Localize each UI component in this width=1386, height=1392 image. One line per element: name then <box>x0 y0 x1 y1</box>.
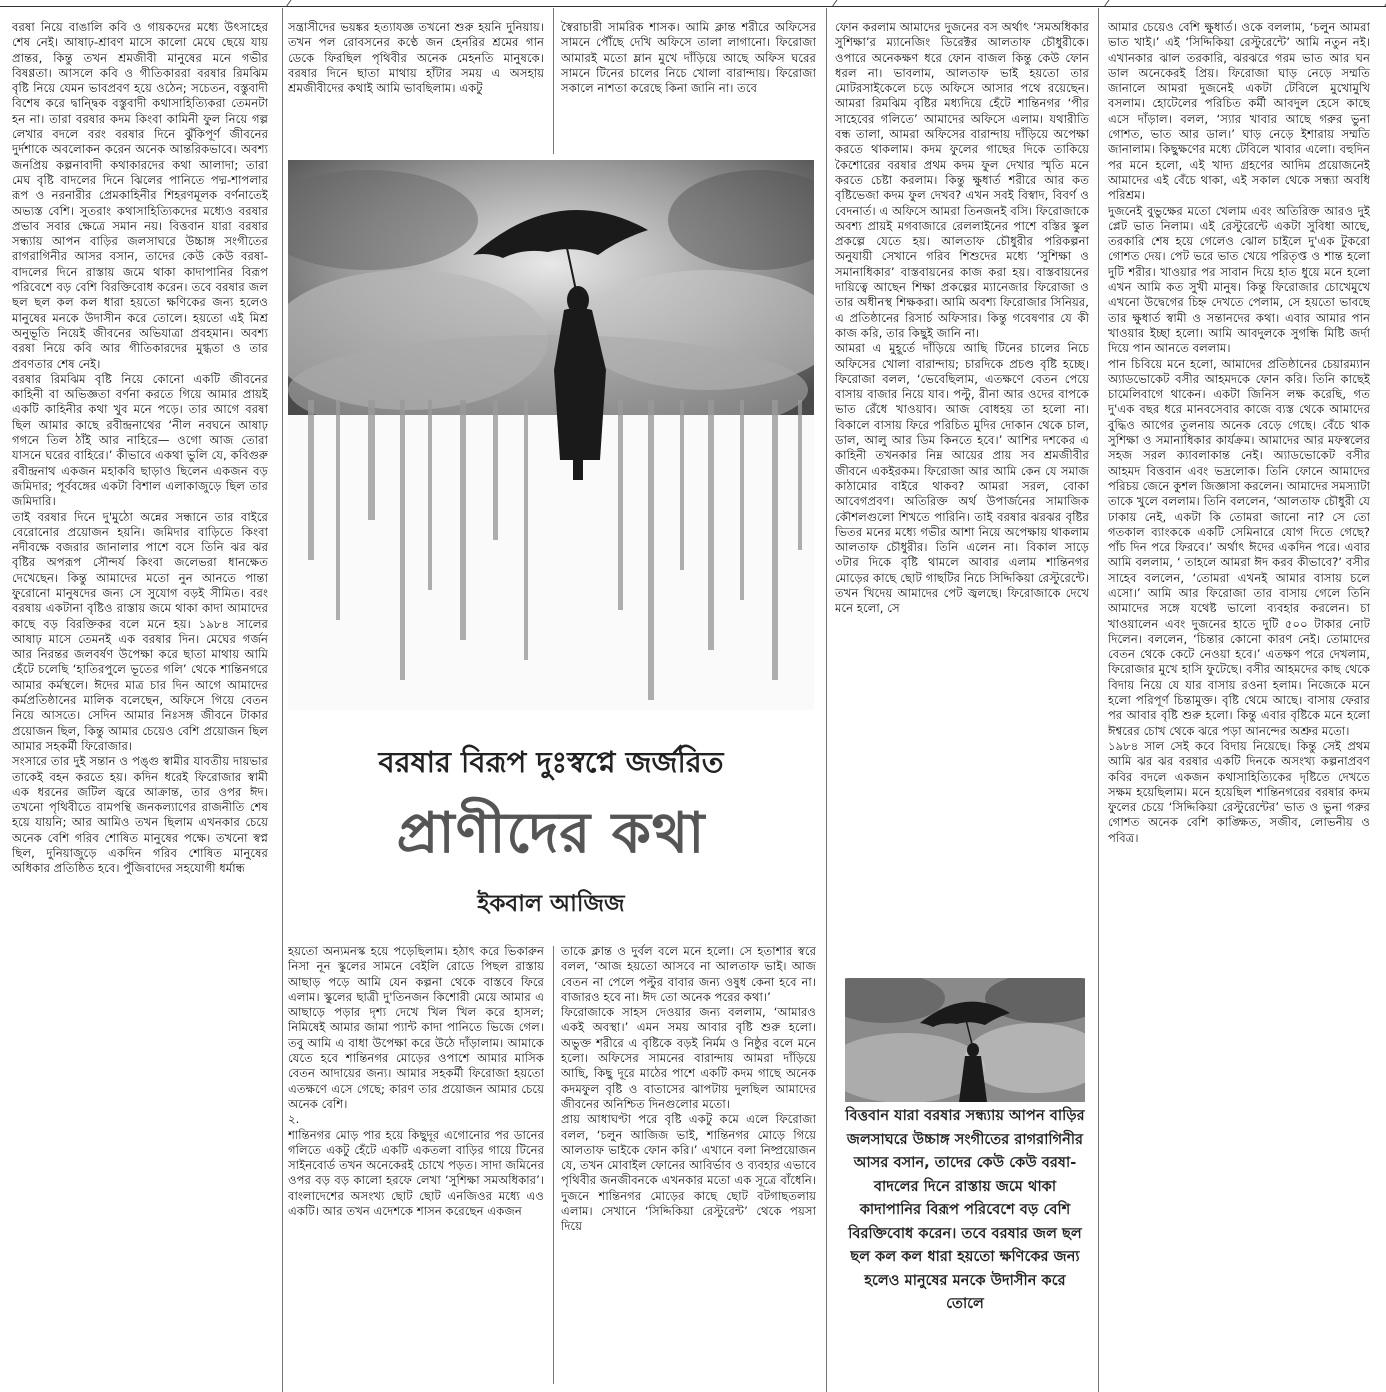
paragraph: আমার চেয়েও বেশি ক্ষুধার্ত। ওকে বললাম, ‘চলুন আমরা ভাত খাই।’ এই ‘সিদ্দিকিয়া রেস্টুরেন্টে’ আমি নতুন নই। এখানকার ঝাল তরকারি, ঝরঝরে গরম ভাত আর ঘন ডাল অনেকেরই প্রিয়। ফিরোজা ঘাড় নেড়ে সম্মতি জানালে আমরা দুজনেই একটা টেবিলে মুখোমুখি বসলাম। হোটেলের পরিচিত কর্মী আবদুল হেসে কাছে এসে দাঁড়াল। বলল, ‘স্যার খাবার আছে গরুর ভুনা গোশত, ভাত আর ডাল।’ ঘাড় নেড়ে ইশারায় সম্মতি জানালাম। কিছুক্ষণের মধ্যে টেবিলে খাবার এলো। বহুদিন পর মনে হলো, এই খাদ্য গ্রহণের আদিম প্রয়োজনেই আমাদের এই বেঁচে থাকা, এই সকাল থেকে সন্ধ্যা অবধি পরিশ্রম। <box>1108 20 1370 203</box>
headline-block <box>288 710 814 942</box>
column-divider <box>1098 8 1099 1392</box>
paragraph: প্রায় আধাঘণ্টা পরে বৃষ্টি একটু কমে এলে ফিরোজা বলল, ‘চলুন আজিজ ভাই, শান্তিনগর মোড়ে গিয়ে আলতাফ ভাইকে ফোন করি।’ এখানে বলা নিষ্প্রয়োজন যে, তখন মোবাইল ফোনের আবির্ভাব ও ব্যবহার এভাবে পৃথিবীর জনজীবনকে এখনকার মতো এক সূত্রে বাঁধেনি। দুজনে শান্তিনগর মোড়ের কাছে ছোট বটগাছতলায় এলাম। সেখানে ‘সিদ্দিকিয়া রেস্টুরেন্ট’ থেকে পয়সা দিয়ে <box>561 1112 816 1234</box>
column-divider <box>553 946 554 1384</box>
paragraph: তাকে ক্লান্ত ও দুর্বল বলে মনে হলো। সে হতাশার স্বরে বলল, ‘আজ হয়তো আসবে না আলতাফ ভাই। আজ বেতন না পেলে পল্টুর বাবার জন্য ওষুধ কেনা হবে না। বাজারও হবে না। ঈদ তো অনেক পরের কথা।’ <box>561 944 816 1004</box>
paragraph: শান্তিনগর মোড় পার হয়ে কিছুদূর এগোনোর পর ডানের গলিতে একটু হেঁটে একটি একতলা বাড়ির গায়ে টিনের সাইনবোর্ড তখন অনেকেরই চোখে পড়ত। সাদা জমিনের ওপর বড় বড় কালো হরফে লেখা ‘সুশিক্ষা সমঅধিকার’। বাংলাদেশের অসংখ্য ছোট ছোট এনজিওর মধ্যে এও একটি। আর তখন এদেশকে শাসন করেছেন একজন <box>288 1127 544 1219</box>
article-title: প্রাণীদের কথা <box>396 800 706 866</box>
paragraph: তাই বরষার দিনে দু'মুঠো অন্নের সন্ধানে তার বাইরে বেরোনোর প্রয়োজন হয়নি। জমিদার বাড়িতে কিংবা নদীবক্ষে বজরার জানালার পাশে বসে তিনি ঝর ঝর বৃষ্টির অপরূপ সৌন্দর্য কিংবা জলেভরা ধানক্ষেত দেখেছেন। কিন্তু আমাদের মতো নুন আনতে পান্তা ফুরোনো মানুষদের জন্য সে সুযোগ বড়ই সীমিত। বরং বরষায় একটানা বৃষ্টিও রাস্তায় জমে থাকা কাদা আমাদের কাছে বড় বিরক্তিকর বলে মনে হয়। ১৯৮৪ সালের আষাঢ় মাসে তেমনই এক বরষার দিন। মেঘের গর্জন আর নিরন্তর জলবর্ষণ উপেক্ষা করে ছাতা মাথায় আমি হেঁটে চলেছি ‘হাতিরপুলে ভূতের গলি’ থেকে শান্তিনগরে আমার কর্মস্থলে। ঈদের মাত্র চার দিন আগে আমাদের কর্মপ্রতিষ্ঠানের মালিক বলেছেন, অফিসে গিয়ে বেতন নিয়ে আসতে। সেদিন আমার নিঃসঙ্গ জীবনে টাকার প্রয়োজন ছিল, কিন্তু আমার চেয়েও বেশি প্রয়োজন ছিল আমার সহকর্মী ফিরোজার। <box>12 509 268 753</box>
paragraph: বরষার রিমঝিম বৃষ্টি নিয়ে কোনো একটি জীবনের কাহিনী বা অভিজ্ঞতা বর্ণনা করতে গিয়ে আমার প্রায়ই একটি কাহিনীর কথা খুব মনে পড়ে। তার আগে বরষা ছিল আমার কাছে রবীন্দ্রনাথের ‘নীল নবঘনে আষাঢ় গগনে তিল ঠাঁই আর নাহিরে— ওগো আজ তোরা যাসনে ঘরের বাহিরে।’ কীভাবে একথা ভুলি যে, কবিগুরু রবীন্দ্রনাথ একজন মহাকবি ছাড়াও ছিলেন একজন বড় জমিদার; পূর্ববঙ্গের একটা বিশাল এলাকাজুড়ে ছিল তার জমিদারি। <box>12 371 268 509</box>
column-5 <box>1108 20 1370 1388</box>
paragraph: আমরা এ মুহূর্তে দাঁড়িয়ে আছি টিনের চালের নিচে অফিসের খোলা বারান্দায়; চারদিকে প্রচণ্ড বৃষ্টি হচ্ছে। ফিরোজা বলল, ‘ভেবেছিলাম, এতক্ষণে বেতন পেয়ে বাসায় বাজার নিয়ে যাব। পল্টু, রীনা আর ওদের বাপকে ভাত রেঁধে খাওয়াব। আজ বোধহয় তা হলো না। বিকালে বাসায় ফিরে পরিচিত মুদির দোকান থেকে চাল, ডাল, আলু আর ডিম কিনতে হবে।’ আশির দশকের এ কাহিনী তখনকার নিম্ন আয়ের প্রায় সব শ্রমজীবীর জীবনে একইরকম। ফিরোজা আর আমি কেন যে সমাজ কাঠামোর বাইরে থাকব? আমরা সরল, বোকা আবেগপ্রবণ। অতিরিক্ত অর্থ উপার্জনের সামাজিক কৌশলগুলো শিখতে পারিনি। তাই বরষার ঝরঝর বৃষ্টির ভিতর মনের মধ্যে গভীর আশা নিয়ে অপেক্ষায় থাকলাম আলতাফ চৌধুরীর। তিনি এলেন না। বিকাল সাড়ে ৩টার দিকে বৃষ্টি থামলে আবার এলাম শান্তিনগর মোড়ের কাছে ছোট গাছটির নিচে সিদ্দিকিয়া রেস্টুরেন্টে। তখন খিদেয় আমাদের পেট জ্বলছে। ফিরোজাকে দেখে মনে হলো, সে <box>835 341 1089 616</box>
umbrella-thumbnail <box>845 978 1085 1102</box>
paragraph: ফোন করলাম আমাদের দুজনের বস অর্থাৎ ‘সমঅধিকার সুশিক্ষা’র ম্যানেজিং ডিরেক্টর আলতাফ চৌধুরীকে। ওপারে অনেকক্ষণ ধরে ফোন বাজল কিন্তু কেউ ফোন ধরল না। ভাবলাম, আলতাফ ভাই হয়তো তার মোটরসাইকেলে চড়ে অফিসে আসার পথে রয়েছেন। আমরা রিমঝিম বৃষ্টির মধ্যদিয়ে হেঁটে শান্তিনগর ‘পীর সাহেবের গলিতে’ আমাদের অফিসে এলাম। যথারীতি বন্ধ তালা, আমরা অফিসের বারান্দায় দাঁড়িয়ে অপেক্ষা করতে থাকলাম। কদম ফুলের গাছের দিকে তাকিয়ে কৈশোরের বরষার প্রথম কদম ফুল দেখার স্মৃতি মনে করতে চেষ্টা করলাম। কিন্তু ক্ষুধার্ত শরীরে আর কত বৃষ্টিভেজা কদম ফুল দেখব? এখন সবই বিস্বাদ, বিবর্ণ ও বেদনার্ত। এ অফিসে আমরা তিনজনই বসি। ফিরোজাকে অবশ্য প্রায়ই মগবাজারে রেললাইনের পাশে বস্তির স্কুল প্রকল্পে যেতে হয়। আলতাফ চৌধুরীর পরিকল্পনা অনুযায়ী সেখানে গরিব শিশুদের মধ্যে ‘সুশিক্ষা ও সমানাধিকার’ বাস্তবায়নের কাজ করা হয়। বাস্তবায়নের দায়িত্বে আছেন শিক্ষা প্রকল্পের ম্যানেজার ফিরোজা ও তার অধীনস্থ শিক্ষকরা। আমি অবশ্য ফিরোজার সিনিয়র, এ প্রতিষ্ঠানের রিসার্চ অফিসার। কিন্তু গবেষণার যে কী কাজ করি, তার কিছুই জানি না। <box>835 20 1089 340</box>
paragraph: সংসারে তার দুই সন্তান ও পঙ্গু স্বামীর যাবতীয় দায়ভার তাকেই বহন করতে হয়। কদিন ধরেই ফিরোজার স্বামী এক ধরনের জটিল জ্বরে আক্রান্ত, তার ওপর ঈদ। তখনো পৃথিবীতে বামপন্থি জনকল্যাণের রাজনীতি শেষ হয়ে যায়নি; আর আমিও তখন ছিলাম এখনকার চেয়ে অনেক বেশি গরিব শোষিত মানুষের পক্ষে। তখনো স্বপ্ন ছিল, দুনিয়াজুড়ে একদিন গরিব শোষিত মানুষের অধিকার প্রতিষ্ঠিত হবে। পুঁজিবাদের সহযোগী ধর্মান্ধ <box>12 754 268 876</box>
column-divider <box>282 8 283 1392</box>
column-1 <box>12 20 268 1388</box>
column-divider <box>826 8 827 1392</box>
paragraph: সন্ত্রাসীদের ভয়ঙ্কর হত্যাযজ্ঞ তখনো শুরু হয়নি দুনিয়ায়। তখন পল রোবসনের কণ্ঠে জন হেনরির শ্রমের গান ডেকে ফিরছিল পৃথিবীর অনেক মেহনতি মানুষকে। বরষার দিনে ছাতা মাথায় হাঁটার সময় এ অসহায় শ্রমজীবীদের কথাই আমি ভাবছিলাম। একটু <box>288 20 544 96</box>
top-rule <box>0 0 1386 8</box>
paragraph: পান চিবিয়ে মনে হলো, আমাদের প্রতিষ্ঠানের চেয়ারম্যান অ্যাডভোকেট বসীর আহমদকে ফোন করি। তিনি কাছেই চামেলিবাগে থাকেন। একটা জিনিস লক্ষ করেছি, গত দু'এক বছর ধরে মানবসেবার কাজে ব্যস্ত থেকে আমাদের বুদ্ধিও আগের তুলনায় অনেক বেড়ে গেছে। বেঁচে থাক সুশিক্ষা ও সমানাধিকার কার্যক্রম। আমাদের আর মফস্বলের সহজ সরল ক্যাবলাকান্ত নেই। অ্যাডভোকেট বসীর আহমদ বিত্তবান এবং ভদ্রলোক। তিনি ফোনে আমাদের পরিচয় জেনে কুশল জিজ্ঞাসা করলেন। আমাদের সমস্যাটা তাকে খুলে বললাম। তিনি বললেন, ‘আলতাফ চৌধুরী যে ঢাকায় নেই, একটা কি তোমরা জানো না? সে তো গতকাল ব্যাংককে একটি সেমিনারে যোগ দিতে গেছে? পাঁচ দিন পরে ফিরবে।’ অর্থাৎ ঈদের একদিন পরে। এবার আমি বললাম, ‘ তাহলে আমরা ঈদ করব কীভাবে?’ বসীর সাহেব বললেন, ‘তোমরা এখনই আমার বাসায় চলে এসো।’ আমি আর ফিরোজা তার বাসায় গেলে তিনি আমাদের সঙ্গে যথেষ্ট ভালো ব্যবহার করলেন। চা খাওয়ালেন এবং দুজনের হাতে দুটি ৫০০ টাকার নোট দিলেন। বললেন, ‘চিন্তার কোনো কারণ নেই। তোমাদের বেতন থেকে কেটে নেওয়া হবে।’ এতক্ষণ পরে দেখলাম, ফিরোজার মুখে হাসি ফুটেছে। বসীর আহমদের কাছ থেকে বিদায় নিয়ে যে যার বাসায় রওনা হলাম। নিজেকে মনে হলো পরিপূর্ণ চিন্তামুক্ত। বৃষ্টি থেমে আছে। বাসায় ফেরার পর আবার বৃষ্টি শুরু হলো। কিন্তু এবার বৃষ্টিকে মনে হলো ঈশ্বরের চোখ থেকে ঝরে পড়া আনন্দের অশ্রুর মতো। <box>1108 356 1370 738</box>
article-byline: ইকবাল আজিজ <box>477 890 625 917</box>
umbrella-illustration <box>288 160 814 710</box>
pull-quote: বিত্তবান যারা বরষার সন্ধ্যায় আপন বাড়ির জলসাঘরে উচ্চাঙ্গ সংগীতের রাগরাগিনীর আসর বসান, তাদের কেউ কেউ বরষা-বাদলের দিনে রাস্তায় জমে থাকা কাদাপানির বিরূপ পরিবেশে বড় বেশি বিরক্তিবোধ করেন। তবে বরষার জল ছল ছল কল কল ধারা হয়তো ক্ষণিকের জন্য হলেও মানুষের মনকে উদাসীন করে তোলে <box>845 1107 1085 1312</box>
paragraph: দুজনেই বুভুক্ষের মতো খেলাম এবং অতিরিক্ত আরও দুই প্লেট ভাত নিলাম। এই রেস্টুরেন্টে একটা সুবিধা আছে, তরকারি শেষ হয়ে গেলেও ঝোল চাইলে দু'এক টুকরো গোশত দেয়। পেট ভরে ভাত খেয়ে পরিতৃপ্ত ও শান্ত হলো দুটি শরীর। খাওয়ার পর সাবান দিয়ে হাত ধুয়ে মনে হলো এখন আমি কত সুখী মানুষ। কিন্তু ফিরোজার চোখেমুখে এখনো উদ্বেগের চিহ্ন দেখতে পেলাম, সে হয়তো ভাবছে তার ক্ষুধার্ত স্বামী ও সন্তানদের কথা। এবার আমার পান খাওয়ার ইচ্ছা হলো। আমি আবদুলকে সুগন্ধি মিষ্টি জর্দা দিয়ে পান আনতে বললাম। <box>1108 203 1370 356</box>
column-4 <box>835 20 1089 960</box>
paragraph: স্বৈরাচারী সামরিক শাসক। আমি ক্লান্ত শরীরে অফিসের সামনে পৌঁছে দেখি অফিসে তালা লাগানো। ফিরোজা আমারই মতো ম্লান মুখে দাঁড়িয়ে আছে অফিস ঘরের সামনে টিনের চালের নিচে খোলা বারান্দায়। ফিরোজা সকালে নাশতা করেছে কিনা জানি না। তবে <box>561 20 816 96</box>
section-number: ২. <box>288 1112 300 1127</box>
paragraph: বরষা নিয়ে বাঙালি কবি ও গায়কদের মধ্যে উৎসাহের শেষ নেই। আষাঢ়-শ্রাবণ মাসে কালো মেঘে ছেয়ে যায় প্রান্তর, কিন্তু তখন শ্রমজীবী মানুষের মনে গভীর বিষণ্ণতা। আসলে কবি ও গীতিকাররা বরষার রিমঝিম বৃষ্টি নিয়ে যেমন ভাবপ্রবণ হয়ে ওঠেন; সচেতন, বস্তুবাদী বিশেষ করে দ্বান্দ্বিক বস্তুবাদী কথাসাহিত্যিকরা তেমনটা হন না। তারা বরষার কদম কিংবা কামিনী ফুল নিয়ে গল্প লেখার বদলে বরং বরষার দিনে ঝুঁকিপূর্ণ জীবনের দুর্দশাকে অবলোকন করেন অনেক আন্তরিকভাবে। অবশ্য জনপ্রিয় কল্পনাবাদী কথাকারদের কথা আলাদা; তারা মেঘ বৃষ্টি বাদলের দিনে ঝিলের পানিতে পদ্ম-শাপলার রূপ ও নরনারীর প্রেমকাহিনীর শিহরণমূলক বর্ণনাতেই অভ্যস্ত বেশি। সুতরাং কথাসাহিত্যিকদের মধ্যেও বরষার প্রভাব সবার ক্ষেত্রে সমান নয়। বিত্তবান যারা বরষার সন্ধ্যায় আপন বাড়ির জলসাঘরে উচ্চাঙ্গ সংগীতের রাগরাগিনীর আসর বসান, তাদের কেউ কেউ বরষা-বাদলের দিনে রাস্তায় জমে থাকা কাদাপানির বিরূপ পরিবেশে বড় বেশি বিরক্তিবোধ করেন। তবে বরষার জল ছল ছল কল কল ধারা হয়তো ক্ষণিকের জন্য হলেও মানুষের মনকে উদাসীন করে তোলে। হয়তো এই মিশ্র অনুভূতি নিয়েই জীবনের অভিযাত্রা প্রবহমান। অবশ্য বরষা নিয়ে কবি আর গীতিকারদের মুগ্ধতা ও তার প্রবণতার শেষ নেই। <box>12 20 268 371</box>
column-2-top <box>288 20 544 146</box>
article-kicker: বরষার বিরূপ দুঃস্বপ্নে জর্জরিত <box>378 745 724 779</box>
paragraph: ১৯৮৪ সাল সেই কবে বিদায় নিয়েছে। কিন্তু সেই প্রথম আমি ঝর ঝর বরষার একটি দিনকে অসংখ্য কল্পনাপ্রবণ কবির বদলে একজন কথাসাহিত্যিকের দৃষ্টিতে দেখতে সক্ষম হয়েছিলাম। মনে হয়েছিল শান্তিনগরের বরষার কদম ফুলের চেয়ে ‘সিদ্দিকিয়া রেস্টুরেন্টের’ ভাত ও ভুনা গরুর গোশত অনেক বেশি কাঙ্ক্ষিত, সজীব, লোভনীয় ও পবিত্র। <box>1108 738 1370 845</box>
paragraph: ফিরোজাকে সাহস দেওয়ার জন্য বললাম, ‘আমারও একই অবস্থা।’ এমন সময় আবার বৃষ্টি শুরু হলো। অভুক্ত শরীরে এ বৃষ্টিকে বড়ই নির্মম ও নিষ্ঠুর বলে মনে হলো। অফিসের সামনের বারান্দায় আমরা দাঁড়িয়ে আছি, কিছু দূরে মাঠের পাশে একটি কদম গাছে অনেক কদমফুল বৃষ্টি ও বাতাসের ঝাপটায় দুলছিল আমাদের জীবনের অনিশ্চিত দিনগুলোর মতো। <box>561 1005 816 1111</box>
column-2-bottom <box>288 944 544 1388</box>
column-3-bottom <box>561 944 816 1388</box>
paragraph: হয়তো অন্যমনস্ক হয়ে পড়েছিলাম। হঠাৎ করে ভিকারুন নিসা নূন স্কুলের সামনে বেইলি রোডে পিছল রাস্তায় আছাড় পড়ে আমি যেন কল্পনা থেকে বাস্তবে ফিরে এলাম। স্কুলের ছাত্রী দু'তিনজন কিশোরী মেয়ে আমার এ আছাড়ে পড়ার দৃশ্য দেখে খিল খিল করে হাসল; নিমিষেই আমার জামা প্যান্ট কাদা পানিতে ভিজে গেল। তবু আমি এ বাধা উপেক্ষা করে উঠে দাঁড়ালাম। আমাকে যেতে হবে শান্তিনগর মোড়ের ওপাশে আমার মাসিক বেতন আদায়ের জন্য। আমার সহকর্মী ফিরোজা হয়তো এতক্ষণে এসে গেছে; কারণ তার প্রয়োজন আমার চেয়ে অনেক বেশি। <box>288 944 544 1111</box>
column-divider <box>553 8 554 154</box>
column-3-top <box>561 20 816 146</box>
